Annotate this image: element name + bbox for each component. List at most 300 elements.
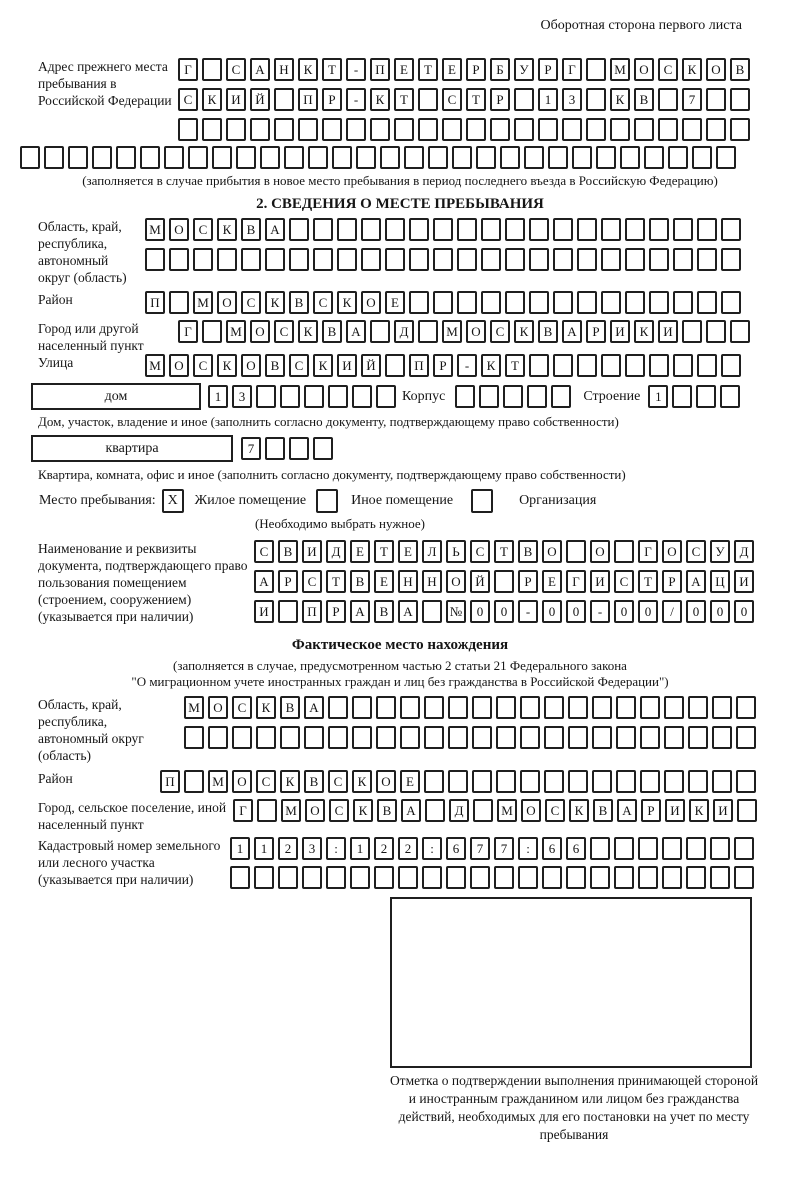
char-box[interactable]: Р xyxy=(322,88,342,111)
char-box[interactable]: 6 xyxy=(446,837,466,860)
char-box[interactable] xyxy=(730,88,750,111)
char-box[interactable]: 2 xyxy=(398,837,418,860)
char-box[interactable]: Р xyxy=(433,354,453,377)
char-box[interactable] xyxy=(649,354,669,377)
char-box[interactable] xyxy=(278,600,298,623)
char-box[interactable] xyxy=(505,218,525,241)
char-box[interactable] xyxy=(616,770,636,793)
char-box[interactable]: С xyxy=(274,320,294,343)
char-box[interactable]: М xyxy=(442,320,462,343)
char-box[interactable]: С xyxy=(226,58,246,81)
char-box[interactable] xyxy=(734,837,754,860)
checkbox-residential[interactable] xyxy=(162,489,184,513)
char-box[interactable] xyxy=(566,866,586,889)
char-box[interactable]: К xyxy=(280,770,300,793)
char-box[interactable]: О xyxy=(634,58,654,81)
char-box[interactable]: С xyxy=(256,770,276,793)
char-box[interactable] xyxy=(644,146,664,169)
char-box[interactable] xyxy=(697,354,717,377)
char-box[interactable] xyxy=(145,248,165,271)
char-box[interactable]: О xyxy=(662,540,682,563)
char-box[interactable] xyxy=(572,146,592,169)
char-box[interactable]: М xyxy=(145,218,165,241)
char-box[interactable] xyxy=(313,218,333,241)
char-box[interactable] xyxy=(20,146,40,169)
char-box[interactable]: - xyxy=(346,58,366,81)
char-box[interactable] xyxy=(265,437,285,460)
char-box[interactable]: 0 xyxy=(542,600,562,623)
char-box[interactable]: 0 xyxy=(566,600,586,623)
char-box[interactable]: О xyxy=(542,540,562,563)
char-box[interactable] xyxy=(471,489,493,513)
char-box[interactable] xyxy=(257,799,277,822)
char-box[interactable]: П xyxy=(370,58,390,81)
char-box[interactable] xyxy=(736,696,756,719)
char-box[interactable]: К xyxy=(610,88,630,111)
char-box[interactable] xyxy=(712,726,732,749)
char-box[interactable] xyxy=(721,354,741,377)
char-box[interactable] xyxy=(634,118,654,141)
checkbox-other-premise[interactable] xyxy=(316,489,338,513)
char-box[interactable] xyxy=(577,248,597,271)
char-box[interactable]: А xyxy=(398,600,418,623)
char-box[interactable] xyxy=(289,218,309,241)
char-box[interactable]: С xyxy=(658,58,678,81)
char-box[interactable] xyxy=(380,146,400,169)
char-box[interactable] xyxy=(178,118,198,141)
char-box[interactable]: С xyxy=(302,570,322,593)
char-box[interactable] xyxy=(734,866,754,889)
char-box[interactable]: 0 xyxy=(494,600,514,623)
char-box[interactable]: Й xyxy=(361,354,381,377)
char-box[interactable] xyxy=(68,146,88,169)
char-box[interactable] xyxy=(590,866,610,889)
char-box[interactable]: 1 xyxy=(254,837,274,860)
char-box[interactable]: Г xyxy=(178,58,198,81)
char-box[interactable]: Р xyxy=(538,58,558,81)
char-box[interactable] xyxy=(374,866,394,889)
char-box[interactable]: 3 xyxy=(562,88,582,111)
char-box[interactable] xyxy=(542,866,562,889)
char-box[interactable] xyxy=(551,385,571,408)
char-box[interactable] xyxy=(577,218,597,241)
char-box[interactable]: Н xyxy=(398,570,418,593)
char-box[interactable]: 0 xyxy=(734,600,754,623)
char-box[interactable]: - xyxy=(590,600,610,623)
char-box[interactable] xyxy=(202,58,222,81)
char-box[interactable]: К xyxy=(202,88,222,111)
char-box[interactable] xyxy=(188,146,208,169)
char-box[interactable]: С xyxy=(686,540,706,563)
char-box[interactable] xyxy=(505,248,525,271)
char-box[interactable] xyxy=(184,726,204,749)
char-box[interactable]: 1 xyxy=(208,385,228,408)
char-box[interactable] xyxy=(370,118,390,141)
char-box[interactable] xyxy=(553,354,573,377)
char-box[interactable] xyxy=(620,146,640,169)
char-box[interactable] xyxy=(202,320,222,343)
char-box[interactable]: 1 xyxy=(230,837,250,860)
char-box[interactable] xyxy=(164,146,184,169)
char-box[interactable] xyxy=(140,146,160,169)
char-box[interactable] xyxy=(424,696,444,719)
char-box[interactable] xyxy=(688,696,708,719)
char-box[interactable] xyxy=(346,118,366,141)
char-box[interactable] xyxy=(566,540,586,563)
char-box[interactable]: К xyxy=(298,320,318,343)
char-box[interactable] xyxy=(241,248,261,271)
char-box[interactable]: И xyxy=(713,799,733,822)
char-box[interactable]: 6 xyxy=(566,837,586,860)
char-box[interactable]: 7 xyxy=(494,837,514,860)
char-box[interactable]: К xyxy=(337,291,357,314)
char-box[interactable]: К xyxy=(634,320,654,343)
char-box[interactable] xyxy=(662,837,682,860)
char-box[interactable]: К xyxy=(256,696,276,719)
char-box[interactable] xyxy=(640,696,660,719)
char-box[interactable] xyxy=(544,726,564,749)
char-box[interactable] xyxy=(668,146,688,169)
char-box[interactable] xyxy=(232,726,252,749)
char-box[interactable] xyxy=(376,385,396,408)
char-box[interactable]: В xyxy=(304,770,324,793)
char-box[interactable] xyxy=(614,837,634,860)
char-box[interactable] xyxy=(256,385,276,408)
char-box[interactable] xyxy=(616,726,636,749)
char-box[interactable] xyxy=(424,770,444,793)
char-box[interactable] xyxy=(553,218,573,241)
char-box[interactable] xyxy=(308,146,328,169)
char-box[interactable]: Е xyxy=(398,540,418,563)
char-box[interactable] xyxy=(688,770,708,793)
char-box[interactable] xyxy=(313,437,333,460)
char-box[interactable]: 1 xyxy=(648,385,668,408)
char-box[interactable]: : xyxy=(326,837,346,860)
char-box[interactable]: В xyxy=(730,58,750,81)
char-box[interactable]: В xyxy=(350,570,370,593)
char-box[interactable]: М xyxy=(226,320,246,343)
char-box[interactable] xyxy=(625,354,645,377)
char-box[interactable] xyxy=(479,385,499,408)
char-box[interactable]: О xyxy=(169,354,189,377)
char-box[interactable]: К xyxy=(217,354,237,377)
char-box[interactable] xyxy=(601,248,621,271)
char-box[interactable]: М xyxy=(208,770,228,793)
char-box[interactable] xyxy=(592,726,612,749)
char-box[interactable]: 6 xyxy=(542,837,562,860)
char-box[interactable]: Р xyxy=(641,799,661,822)
char-box[interactable]: Е xyxy=(394,58,414,81)
char-box[interactable] xyxy=(481,291,501,314)
char-box[interactable] xyxy=(254,866,274,889)
char-box[interactable]: А xyxy=(250,58,270,81)
char-box[interactable]: А xyxy=(346,320,366,343)
char-box[interactable] xyxy=(538,118,558,141)
char-box[interactable] xyxy=(428,146,448,169)
char-box[interactable] xyxy=(520,696,540,719)
char-box[interactable] xyxy=(356,146,376,169)
char-box[interactable] xyxy=(236,146,256,169)
char-box[interactable] xyxy=(304,385,324,408)
checkbox-organization[interactable] xyxy=(471,489,493,513)
char-box[interactable]: П xyxy=(145,291,165,314)
char-box[interactable] xyxy=(361,248,381,271)
char-box[interactable]: О xyxy=(706,58,726,81)
char-box[interactable]: Е xyxy=(385,291,405,314)
char-box[interactable]: Д xyxy=(449,799,469,822)
char-box[interactable] xyxy=(494,570,514,593)
char-box[interactable]: С xyxy=(232,696,252,719)
char-box[interactable] xyxy=(472,726,492,749)
char-box[interactable] xyxy=(169,248,189,271)
char-box[interactable] xyxy=(370,320,390,343)
char-box[interactable] xyxy=(590,837,610,860)
char-box[interactable]: О xyxy=(305,799,325,822)
char-box[interactable]: С xyxy=(178,88,198,111)
char-box[interactable] xyxy=(470,866,490,889)
char-box[interactable] xyxy=(649,218,669,241)
char-box[interactable] xyxy=(230,866,250,889)
char-box[interactable]: 1 xyxy=(538,88,558,111)
char-box[interactable] xyxy=(226,118,246,141)
char-box[interactable] xyxy=(614,866,634,889)
char-box[interactable] xyxy=(721,248,741,271)
char-box[interactable]: С xyxy=(545,799,565,822)
char-box[interactable] xyxy=(610,118,630,141)
char-box[interactable]: Е xyxy=(400,770,420,793)
char-box[interactable]: - xyxy=(346,88,366,111)
char-box[interactable] xyxy=(256,726,276,749)
char-box[interactable]: Т xyxy=(418,58,438,81)
char-box[interactable]: - xyxy=(457,354,477,377)
char-box[interactable] xyxy=(720,385,740,408)
char-box[interactable] xyxy=(404,146,424,169)
char-box[interactable]: В xyxy=(374,600,394,623)
char-box[interactable] xyxy=(418,118,438,141)
char-box[interactable]: А xyxy=(304,696,324,719)
char-box[interactable] xyxy=(548,146,568,169)
char-box[interactable] xyxy=(274,88,294,111)
char-box[interactable] xyxy=(592,696,612,719)
char-box[interactable]: О xyxy=(361,291,381,314)
char-box[interactable]: Р xyxy=(278,570,298,593)
char-box[interactable]: С xyxy=(193,354,213,377)
char-box[interactable] xyxy=(280,385,300,408)
char-box[interactable] xyxy=(212,146,232,169)
char-box[interactable] xyxy=(448,770,468,793)
char-box[interactable]: И xyxy=(590,570,610,593)
char-box[interactable] xyxy=(673,291,693,314)
char-box[interactable]: В xyxy=(241,218,261,241)
char-box[interactable]: В xyxy=(634,88,654,111)
char-box[interactable]: К xyxy=(370,88,390,111)
char-box[interactable] xyxy=(202,118,222,141)
char-box[interactable] xyxy=(250,118,270,141)
char-box[interactable]: - xyxy=(518,600,538,623)
char-box[interactable]: К xyxy=(352,770,372,793)
char-box[interactable]: Т xyxy=(638,570,658,593)
char-box[interactable]: К xyxy=(569,799,589,822)
char-box[interactable]: М xyxy=(610,58,630,81)
char-box[interactable]: П xyxy=(302,600,322,623)
char-box[interactable] xyxy=(260,146,280,169)
char-box[interactable]: К xyxy=(689,799,709,822)
char-box[interactable] xyxy=(716,146,736,169)
char-box[interactable] xyxy=(692,146,712,169)
char-box[interactable] xyxy=(686,866,706,889)
char-box[interactable] xyxy=(400,696,420,719)
char-box[interactable] xyxy=(586,58,606,81)
char-box[interactable] xyxy=(452,146,472,169)
char-box[interactable]: К xyxy=(514,320,534,343)
char-box[interactable]: О xyxy=(208,696,228,719)
char-box[interactable] xyxy=(736,770,756,793)
char-box[interactable] xyxy=(409,218,429,241)
char-box[interactable] xyxy=(544,696,564,719)
char-box[interactable] xyxy=(625,218,645,241)
char-box[interactable] xyxy=(673,354,693,377)
char-box[interactable]: М xyxy=(497,799,517,822)
char-box[interactable]: О xyxy=(169,218,189,241)
char-box[interactable]: О xyxy=(446,570,466,593)
char-box[interactable]: М xyxy=(145,354,165,377)
char-box[interactable] xyxy=(664,770,684,793)
char-box[interactable]: К xyxy=(481,354,501,377)
char-box[interactable] xyxy=(398,866,418,889)
char-box[interactable] xyxy=(577,291,597,314)
char-box[interactable]: И xyxy=(665,799,685,822)
char-box[interactable]: Й xyxy=(250,88,270,111)
char-box[interactable] xyxy=(328,726,348,749)
char-box[interactable] xyxy=(592,770,612,793)
char-box[interactable] xyxy=(208,726,228,749)
char-box[interactable]: К xyxy=(265,291,285,314)
char-box[interactable]: А xyxy=(401,799,421,822)
char-box[interactable] xyxy=(518,866,538,889)
char-box[interactable] xyxy=(553,291,573,314)
char-box[interactable]: И xyxy=(658,320,678,343)
char-box[interactable] xyxy=(328,385,348,408)
char-box[interactable] xyxy=(289,437,309,460)
char-box[interactable]: О xyxy=(466,320,486,343)
char-box[interactable] xyxy=(503,385,523,408)
char-box[interactable] xyxy=(44,146,64,169)
char-box[interactable]: В xyxy=(278,540,298,563)
char-box[interactable]: И xyxy=(226,88,246,111)
char-box[interactable]: 0 xyxy=(638,600,658,623)
char-box[interactable] xyxy=(385,218,405,241)
char-box[interactable] xyxy=(601,218,621,241)
char-box[interactable] xyxy=(350,866,370,889)
char-box[interactable]: Г xyxy=(233,799,253,822)
char-box[interactable]: 0 xyxy=(710,600,730,623)
char-box[interactable]: Е xyxy=(374,570,394,593)
char-box[interactable] xyxy=(455,385,475,408)
char-box[interactable] xyxy=(601,291,621,314)
char-box[interactable] xyxy=(688,726,708,749)
char-box[interactable] xyxy=(490,118,510,141)
char-box[interactable]: О xyxy=(590,540,610,563)
char-box[interactable] xyxy=(649,291,669,314)
char-box[interactable] xyxy=(697,218,717,241)
char-box[interactable]: А xyxy=(617,799,637,822)
char-box[interactable]: Р xyxy=(490,88,510,111)
char-box[interactable]: Г xyxy=(566,570,586,593)
char-box[interactable]: О xyxy=(376,770,396,793)
char-box[interactable] xyxy=(514,118,534,141)
char-box[interactable] xyxy=(316,489,338,513)
char-box[interactable] xyxy=(696,385,716,408)
char-box[interactable] xyxy=(682,118,702,141)
char-box[interactable] xyxy=(473,799,493,822)
char-box[interactable]: Р xyxy=(586,320,606,343)
char-box[interactable]: И xyxy=(254,600,274,623)
char-box[interactable] xyxy=(529,248,549,271)
char-box[interactable] xyxy=(472,770,492,793)
char-box[interactable] xyxy=(697,291,717,314)
char-box[interactable] xyxy=(481,218,501,241)
char-box[interactable]: А xyxy=(265,218,285,241)
char-box[interactable]: : xyxy=(518,837,538,860)
char-box[interactable] xyxy=(586,118,606,141)
char-box[interactable]: П xyxy=(409,354,429,377)
char-box[interactable] xyxy=(614,540,634,563)
char-box[interactable] xyxy=(422,866,442,889)
char-box[interactable]: 0 xyxy=(470,600,490,623)
char-box[interactable]: 0 xyxy=(686,600,706,623)
char-box[interactable] xyxy=(562,118,582,141)
char-box[interactable] xyxy=(553,248,573,271)
char-box[interactable] xyxy=(601,354,621,377)
char-box[interactable]: Н xyxy=(274,58,294,81)
char-box[interactable] xyxy=(520,770,540,793)
char-box[interactable]: Е xyxy=(442,58,462,81)
char-box[interactable] xyxy=(527,385,547,408)
char-box[interactable]: С xyxy=(329,799,349,822)
char-box[interactable] xyxy=(697,248,717,271)
char-box[interactable]: 7 xyxy=(682,88,702,111)
char-box[interactable] xyxy=(529,291,549,314)
char-box[interactable] xyxy=(737,799,757,822)
char-box[interactable]: Е xyxy=(350,540,370,563)
char-box[interactable]: Р xyxy=(662,570,682,593)
char-box[interactable]: № xyxy=(446,600,466,623)
char-box[interactable] xyxy=(376,726,396,749)
char-box[interactable]: В xyxy=(593,799,613,822)
char-box[interactable]: У xyxy=(710,540,730,563)
char-box[interactable]: В xyxy=(265,354,285,377)
char-box[interactable] xyxy=(658,88,678,111)
char-box[interactable] xyxy=(385,354,405,377)
char-box[interactable] xyxy=(721,218,741,241)
char-box[interactable] xyxy=(184,770,204,793)
char-box[interactable] xyxy=(524,146,544,169)
char-box[interactable]: К xyxy=(353,799,373,822)
char-box[interactable]: С xyxy=(313,291,333,314)
char-box[interactable] xyxy=(352,726,372,749)
char-box[interactable]: А xyxy=(350,600,370,623)
char-box[interactable] xyxy=(514,88,534,111)
char-box[interactable] xyxy=(586,88,606,111)
char-box[interactable]: X xyxy=(162,489,184,513)
char-box[interactable] xyxy=(616,696,636,719)
char-box[interactable] xyxy=(289,248,309,271)
char-box[interactable]: Г xyxy=(178,320,198,343)
char-box[interactable] xyxy=(442,118,462,141)
char-box[interactable] xyxy=(706,320,726,343)
char-box[interactable]: О xyxy=(241,354,261,377)
char-box[interactable]: А xyxy=(686,570,706,593)
